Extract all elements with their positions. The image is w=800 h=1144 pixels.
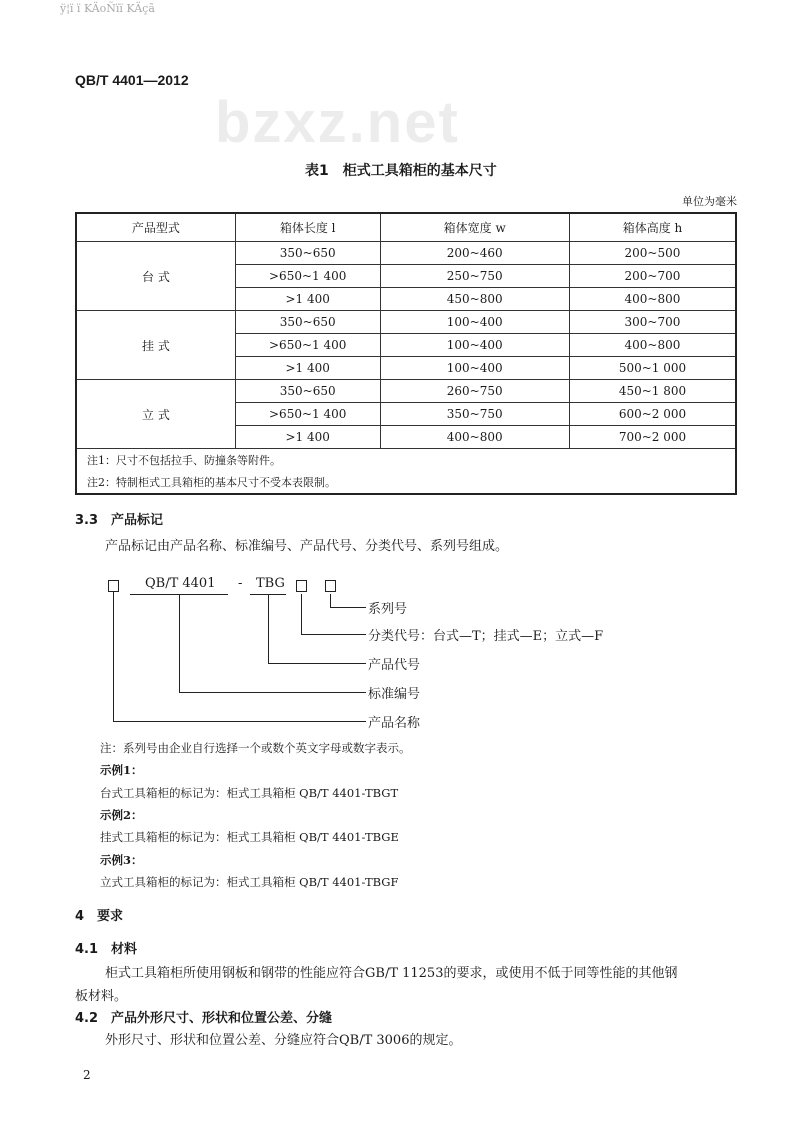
length-cell: >650~1 400 xyxy=(235,403,380,426)
width-cell: 100~400 xyxy=(380,334,569,357)
class-box xyxy=(296,580,307,592)
length-cell: 350~650 xyxy=(235,242,380,265)
connector xyxy=(179,692,366,693)
section-4-1-heading: 4.1 材料 xyxy=(75,942,138,957)
table-note-2: 注2：特制柜式工具箱柜的基本尺寸不受本表限制。 xyxy=(76,471,736,494)
section-4-heading: 4 要求 xyxy=(75,909,124,924)
header-height: 箱体高度 h xyxy=(569,213,736,242)
product-type-cell: 立 式 xyxy=(76,380,235,449)
label-std-number: 标准编号 xyxy=(368,687,421,702)
standard-number: QB/T 4401—2012 xyxy=(75,72,189,88)
connector xyxy=(330,594,331,607)
connector xyxy=(113,592,114,721)
width-cell: 350~750 xyxy=(380,403,569,426)
section-4-1-line-1: 柜式工具箱柜所使用钢板和钢带的性能应符合GB/T 11253的要求，或使用不低于同等性能的其他钢 xyxy=(105,966,678,981)
length-cell: >1 400 xyxy=(235,357,380,380)
width-cell: 250~750 xyxy=(380,265,569,288)
garbled-header: ÿ¦ï ï KÄoÑïï KÄçã xyxy=(60,2,155,15)
connector xyxy=(268,595,269,663)
dimensions-table xyxy=(75,212,737,495)
header-width: 箱体宽度 w xyxy=(380,213,569,242)
diagram-dash: - xyxy=(238,576,243,591)
diagram-code: TBG xyxy=(256,576,285,591)
length-cell: >650~1 400 xyxy=(235,334,380,357)
page-number: 2 xyxy=(83,1068,91,1082)
table-row xyxy=(76,311,736,334)
length-cell: 350~650 xyxy=(235,311,380,334)
connector xyxy=(179,595,180,692)
width-cell: 100~400 xyxy=(380,311,569,334)
table-row xyxy=(76,242,736,265)
length-cell: 350~650 xyxy=(235,380,380,403)
width-cell: 200~460 xyxy=(380,242,569,265)
section-4-1-line-2: 板材料。 xyxy=(75,989,128,1004)
height-cell: 300~700 xyxy=(569,311,736,334)
product-type-cell: 挂 式 xyxy=(76,311,235,380)
header-length: 箱体长度 l xyxy=(235,213,380,242)
length-cell: >1 400 xyxy=(235,288,380,311)
example-2-text: 挂式工具箱柜的标记为：柜式工具箱柜 QB/T 4401-TBGE xyxy=(100,830,399,844)
watermark: bzxz.net xyxy=(215,90,460,155)
section-4-2-heading: 4.2 产品外形尺寸、形状和位置公差、分缝 xyxy=(75,1011,333,1026)
height-cell: 500~1 000 xyxy=(569,357,736,380)
example-1-text: 台式工具箱柜的标记为：柜式工具箱柜 QB/T 4401-TBGT xyxy=(100,786,399,800)
length-cell: >1 400 xyxy=(235,426,380,449)
label-product-name: 产品名称 xyxy=(368,716,421,731)
section-4-2-text: 外形尺寸、形状和位置公差、分缝应符合QB/T 3006的规定。 xyxy=(105,1033,462,1048)
connector xyxy=(330,607,366,608)
length-cell: >650~1 400 xyxy=(235,265,380,288)
table-header-row xyxy=(76,213,736,242)
table-note-1: 注1：尺寸不包括拉手、防撞条等附件。 xyxy=(76,449,736,472)
height-cell: 600~2 000 xyxy=(569,403,736,426)
height-cell: 200~700 xyxy=(569,265,736,288)
table-unit: 单位为毫米 xyxy=(682,195,737,208)
diagram-std: QB/T 4401 xyxy=(145,576,216,591)
example-3-text: 立式工具箱柜的标记为：柜式工具箱柜 QB/T 4401-TBGF xyxy=(100,875,399,889)
series-box xyxy=(325,580,336,592)
connector xyxy=(268,663,366,664)
connector xyxy=(301,634,366,635)
height-cell: 450~1 800 xyxy=(569,380,736,403)
example-3-label: 示例3： xyxy=(100,853,143,867)
header-type: 产品型式 xyxy=(76,213,235,242)
height-cell: 700~2 000 xyxy=(569,426,736,449)
table-title: 表1 柜式工具箱柜的基本尺寸 xyxy=(305,163,497,179)
height-cell: 400~800 xyxy=(569,334,736,357)
width-cell: 100~400 xyxy=(380,357,569,380)
label-product-code: 产品代号 xyxy=(368,658,421,673)
name-box xyxy=(108,580,119,592)
connector xyxy=(113,721,366,722)
width-cell: 400~800 xyxy=(380,426,569,449)
marking-note: 注：系列号由企业自行选择一个或数个英文字母或数字表示。 xyxy=(100,741,411,755)
table-row xyxy=(76,380,736,403)
product-type-cell: 台 式 xyxy=(76,242,235,311)
example-1-label: 示例1： xyxy=(100,763,143,777)
example-2-label: 示例2： xyxy=(100,808,143,822)
height-cell: 400~800 xyxy=(569,288,736,311)
connector xyxy=(301,594,302,634)
width-cell: 260~750 xyxy=(380,380,569,403)
section-3-3-heading: 3.3 产品标记 xyxy=(75,513,164,528)
height-cell: 200~500 xyxy=(569,242,736,265)
label-class: 分类代号：台式—T；挂式—E；立式—F xyxy=(368,629,604,644)
section-3-3-text: 产品标记由产品名称、标准编号、产品代号、分类代号、系列号组成。 xyxy=(105,539,509,554)
label-series: 系列号 xyxy=(368,602,408,617)
width-cell: 450~800 xyxy=(380,288,569,311)
